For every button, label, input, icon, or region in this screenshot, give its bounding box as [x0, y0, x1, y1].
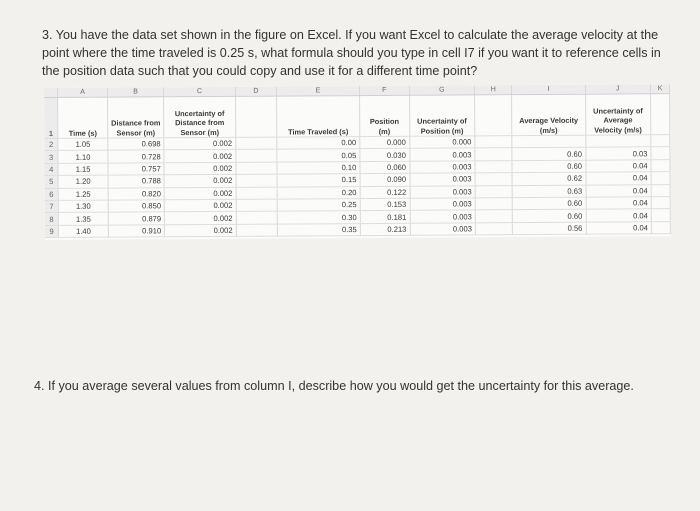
select-all-corner[interactable]: [44, 88, 58, 98]
cell-f[interactable]: 0.060: [360, 161, 410, 174]
cell-d[interactable]: [236, 224, 277, 237]
cell-b[interactable]: 0.879: [108, 212, 165, 225]
cell-i[interactable]: 0.56: [513, 222, 586, 235]
table-row: [45, 221, 671, 237]
cell-k[interactable]: [651, 209, 670, 222]
row-number[interactable]: 1: [44, 97, 58, 138]
cell-b[interactable]: 0.788: [108, 175, 165, 188]
header-cell-g[interactable]: Uncertainty of Position (m): [409, 95, 475, 136]
cell-c[interactable]: 0.002: [164, 162, 235, 175]
header-cell-b[interactable]: Distance from Sensor (m): [107, 97, 164, 138]
header-cell-d[interactable]: [235, 96, 277, 137]
cell-f[interactable]: 0.153: [360, 198, 410, 211]
column-header-c[interactable]: C: [164, 87, 235, 97]
cell-a[interactable]: 1.40: [59, 225, 108, 238]
cell-j[interactable]: 0.04: [586, 197, 652, 210]
cell-c[interactable]: 0.002: [165, 212, 236, 225]
question-4-text: 4. If you average several values from column I, describe how you would get the uncertainty for this average.: [34, 379, 634, 393]
header-cell-a[interactable]: Time (s): [58, 97, 108, 138]
cell-d[interactable]: [236, 199, 277, 212]
cell-i[interactable]: 0.62: [512, 172, 585, 185]
cell-b[interactable]: 0.698: [108, 138, 165, 151]
cell-e[interactable]: 0.15: [277, 174, 360, 187]
column-header-k[interactable]: K: [651, 84, 670, 94]
header-cell-j[interactable]: Uncertainty of Average Velocity (m/s): [585, 94, 651, 135]
grid-body: [44, 94, 670, 238]
column-header-j[interactable]: J: [585, 84, 651, 94]
cell-g[interactable]: 0.003: [409, 148, 475, 161]
cell-c[interactable]: 0.002: [164, 175, 235, 188]
cell-k[interactable]: [651, 197, 670, 210]
cell-f[interactable]: 0.030: [360, 149, 410, 162]
cell-k[interactable]: [651, 221, 670, 234]
cell-e[interactable]: 0.00: [277, 137, 360, 150]
header-cell-f[interactable]: Position (m): [359, 95, 409, 136]
cell-c[interactable]: 0.002: [164, 150, 235, 163]
cell-d[interactable]: [236, 211, 277, 224]
cell-j[interactable]: 0.04: [586, 222, 652, 235]
column-header-b[interactable]: B: [107, 87, 164, 97]
cell-c[interactable]: 0.002: [164, 137, 235, 150]
excel-grid: [44, 84, 671, 238]
column-header-d[interactable]: D: [235, 87, 276, 97]
cell-i[interactable]: 0.60: [512, 148, 585, 161]
cell-h[interactable]: [475, 173, 512, 186]
column-header-g[interactable]: G: [409, 85, 475, 95]
cell-a[interactable]: 1.25: [59, 188, 108, 201]
column-header-e[interactable]: E: [276, 86, 359, 96]
cell-j[interactable]: 0.03: [585, 147, 651, 160]
cell-k[interactable]: [651, 184, 670, 197]
cell-e[interactable]: 0.30: [277, 211, 360, 224]
cell-i[interactable]: [512, 135, 585, 148]
cell-d[interactable]: [236, 137, 277, 150]
cell-e[interactable]: 0.35: [277, 223, 360, 236]
header-cell-c[interactable]: Uncertainty of Distance from Sensor (m): [164, 96, 236, 137]
cell-a[interactable]: 1.05: [58, 138, 107, 151]
cell-i[interactable]: 0.60: [513, 210, 586, 223]
cell-h[interactable]: [475, 136, 512, 149]
cell-h[interactable]: [475, 185, 512, 198]
question-3-text: 3. You have the data set shown in the figure on Excel. If you want Excel to calculate the average velocity at the point where the time traveled is 0.25 s, what formula should you type in cell I7 if you want it to reference cells in the position data such that you could copy and use it for a different time point?: [42, 28, 661, 78]
cell-g[interactable]: 0.003: [410, 185, 476, 198]
header-cell-e[interactable]: Time Traveled (s): [277, 96, 360, 138]
cell-k[interactable]: [651, 159, 670, 172]
header-row: [44, 94, 670, 139]
cell-e[interactable]: 0.10: [277, 161, 360, 174]
cell-g[interactable]: 0.000: [409, 136, 475, 149]
cell-f[interactable]: 0.122: [360, 186, 410, 199]
cell-k[interactable]: [651, 147, 670, 160]
cell-b[interactable]: 0.757: [108, 163, 165, 176]
cell-c[interactable]: 0.002: [165, 224, 236, 237]
cell-j[interactable]: 0.04: [586, 184, 652, 197]
cell-g[interactable]: 0.003: [410, 210, 476, 223]
row-number[interactable]: 5: [45, 176, 59, 188]
cell-h[interactable]: [475, 148, 512, 161]
spreadsheet-screenshot: [44, 84, 671, 240]
cell-a[interactable]: 1.15: [58, 163, 107, 176]
cell-g[interactable]: 0.003: [409, 161, 475, 174]
cell-f[interactable]: 0.090: [360, 173, 410, 186]
row-number[interactable]: 4: [44, 163, 58, 175]
cell-d[interactable]: [236, 162, 277, 175]
cell-k[interactable]: [651, 135, 670, 148]
cell-j[interactable]: [585, 135, 651, 148]
row-number[interactable]: 3: [44, 151, 58, 163]
cell-d[interactable]: [236, 149, 277, 162]
cell-a[interactable]: 1.10: [58, 151, 107, 164]
cell-c[interactable]: 0.002: [164, 187, 235, 200]
column-header-f[interactable]: F: [359, 86, 409, 96]
cell-a[interactable]: 1.35: [59, 212, 108, 225]
cell-d[interactable]: [236, 187, 277, 200]
cell-i[interactable]: 0.60: [513, 197, 586, 210]
cell-h[interactable]: [475, 160, 512, 173]
cell-i[interactable]: 0.63: [513, 185, 586, 198]
column-header-i[interactable]: I: [512, 85, 585, 95]
cell-j[interactable]: 0.04: [585, 160, 651, 173]
cell-e[interactable]: 0.25: [277, 199, 360, 212]
cell-h[interactable]: [475, 198, 512, 211]
column-header-a[interactable]: A: [58, 88, 107, 98]
column-header-h[interactable]: H: [475, 85, 512, 95]
cell-j[interactable]: 0.04: [586, 209, 652, 222]
header-cell-h[interactable]: [475, 95, 513, 136]
cell-b[interactable]: 0.820: [108, 187, 165, 200]
cell-e[interactable]: 0.05: [277, 149, 360, 162]
cell-f[interactable]: 0.181: [360, 211, 410, 224]
cell-h[interactable]: [475, 222, 512, 235]
row-number[interactable]: 2: [44, 138, 58, 150]
cell-b[interactable]: 0.910: [108, 224, 165, 237]
cell-b[interactable]: 0.728: [108, 150, 165, 163]
cell-f[interactable]: 0.213: [360, 223, 410, 236]
cell-a[interactable]: 1.30: [59, 200, 108, 213]
cell-c[interactable]: 0.002: [164, 199, 235, 212]
row-number[interactable]: 8: [45, 213, 59, 225]
cell-b[interactable]: 0.850: [108, 200, 165, 213]
cell-f[interactable]: 0.000: [360, 136, 410, 149]
row-number[interactable]: 7: [45, 200, 59, 212]
row-number[interactable]: 9: [45, 225, 59, 237]
cell-e[interactable]: 0.20: [277, 186, 360, 199]
cell-d[interactable]: [236, 174, 277, 187]
cell-h[interactable]: [475, 210, 512, 223]
row-number[interactable]: 6: [45, 188, 59, 200]
cell-a[interactable]: 1.20: [58, 175, 107, 188]
cell-g[interactable]: 0.003: [410, 173, 476, 186]
cell-g[interactable]: 0.003: [410, 223, 476, 236]
header-cell-k[interactable]: [651, 94, 670, 135]
cell-i[interactable]: 0.60: [512, 160, 585, 173]
cell-g[interactable]: 0.003: [410, 198, 476, 211]
header-cell-i[interactable]: Average Velocity (m/s): [512, 94, 585, 135]
cell-k[interactable]: [651, 172, 670, 185]
cell-j[interactable]: 0.04: [586, 172, 652, 185]
